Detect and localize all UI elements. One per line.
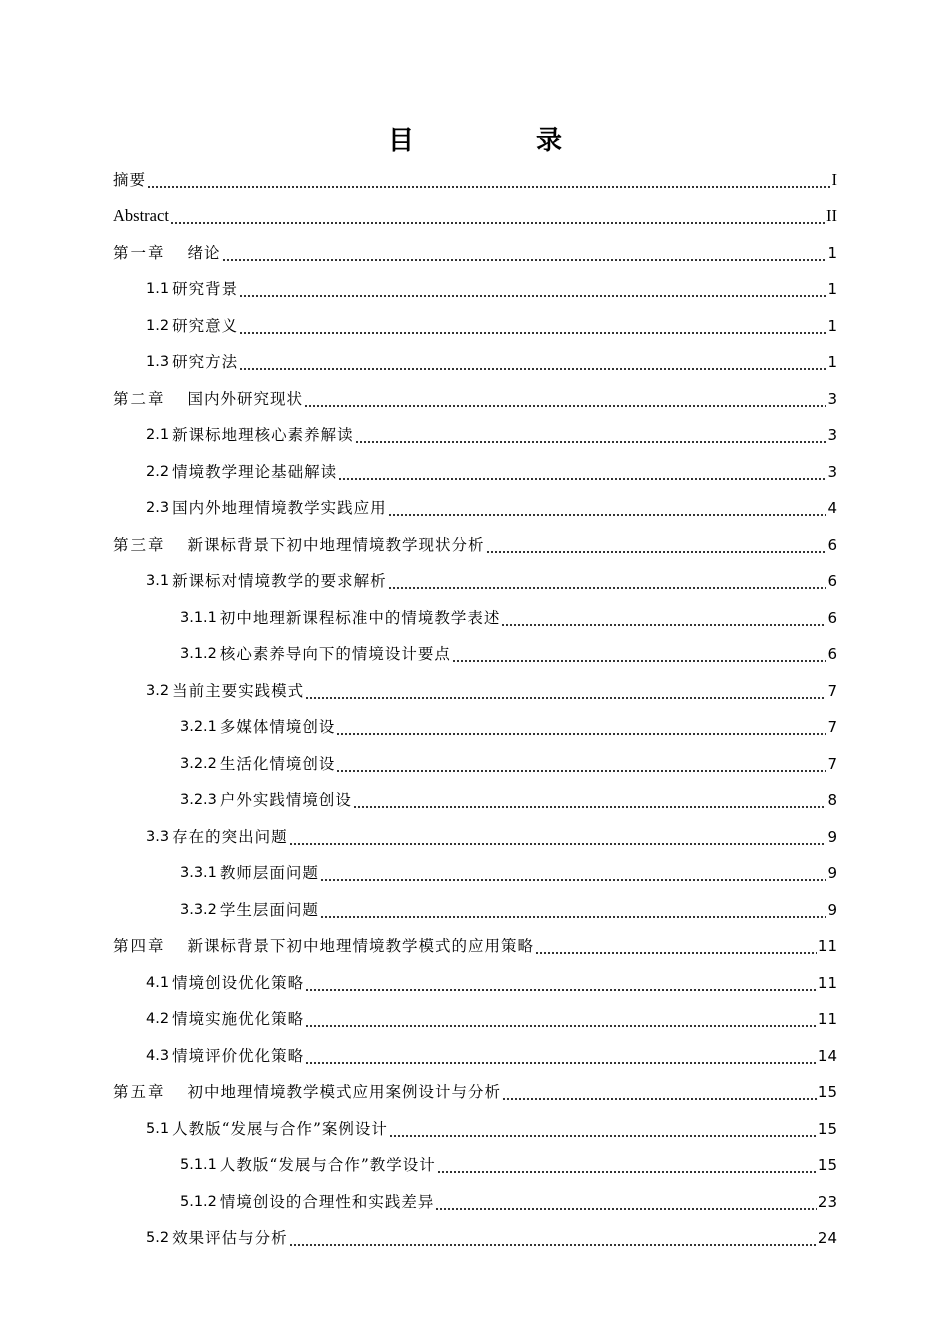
toc-entry-label: 研究背景 — [172, 280, 239, 298]
toc-entry-section[interactable] — [146, 567, 837, 591]
toc-entry-section[interactable] — [146, 312, 837, 336]
toc-entry-number: 4.1 — [146, 975, 170, 991]
toc-entry-page: 1 — [827, 280, 837, 298]
toc-entry-section[interactable] — [146, 458, 837, 482]
toc-entry-number: 1.3 — [146, 354, 170, 370]
toc-entry-label: 初中地理新课程标准中的情境教学表述 — [219, 609, 501, 627]
toc-entry-number: 3.1.1 — [180, 610, 217, 626]
toc-entry-number: 5.1.1 — [180, 1157, 217, 1173]
dot-leader — [501, 608, 826, 628]
toc-entry-chapter-2[interactable] — [113, 385, 837, 409]
dot-leader — [338, 462, 826, 482]
toc-entry-label: 核心素养导向下的情境设计要点 — [219, 645, 451, 663]
toc-entry-number: 3.3.1 — [180, 865, 217, 881]
toc-entry-page: 14 — [817, 1047, 837, 1065]
dot-leader — [355, 425, 827, 445]
toc-entry-label: 研究意义 — [172, 317, 239, 335]
dot-leader — [486, 535, 827, 555]
dot-leader — [289, 1228, 817, 1248]
toc-entry-section[interactable] — [146, 823, 837, 847]
toc-entry-page: 15 — [817, 1120, 837, 1138]
dot-leader — [304, 389, 826, 409]
toc-entry-label: Abstract — [113, 206, 169, 225]
toc-entry-label: 新课标背景下初中地理情境教学现状分析 — [187, 536, 485, 554]
toc-entry-number: 5.1 — [146, 1121, 170, 1137]
dot-leader — [353, 790, 827, 810]
dot-leader — [305, 1046, 817, 1066]
toc-entry-section[interactable] — [146, 348, 837, 372]
dot-leader — [452, 644, 827, 664]
toc-entry-page: 24 — [817, 1229, 837, 1247]
toc-entry-label: 绪论 — [187, 244, 221, 262]
toc-entry-section[interactable] — [146, 421, 837, 445]
toc-entry-page: 8 — [827, 791, 837, 809]
toc-entry-label: 多媒体情境创设 — [219, 718, 336, 736]
toc-entry-section[interactable] — [146, 275, 837, 299]
toc-entry-subsection[interactable] — [180, 896, 837, 920]
toc-entry-chapter: 第一章 — [113, 244, 166, 262]
toc-entry-label: 初中地理情境教学模式应用案例设计与分析 — [187, 1083, 502, 1101]
toc-entry-label: 情境教学理论基础解读 — [172, 463, 338, 481]
toc-entry-page: 9 — [827, 864, 837, 882]
toc-entry-label: 人教版“发展与合作”教学设计 — [219, 1156, 436, 1174]
toc-entry-page: 6 — [827, 536, 837, 554]
dot-leader — [239, 352, 826, 372]
toc-entry-label: 学生层面问题 — [219, 901, 319, 919]
toc-entry-label: 情境创设的合理性和实践差异 — [219, 1193, 435, 1211]
toc-entry-chapter: 第三章 — [113, 536, 166, 554]
toc-entry-label: 情境创设优化策略 — [172, 974, 305, 992]
toc-entry-subsection[interactable] — [180, 1151, 837, 1175]
toc-entry-number: 3.3 — [146, 829, 170, 845]
dot-leader — [535, 936, 817, 956]
toc-entry-subsection[interactable] — [180, 640, 837, 664]
toc-entry-label: 当前主要实践模式 — [172, 682, 305, 700]
toc-entry-page: 3 — [827, 463, 837, 481]
toc-entry-page: 3 — [827, 426, 837, 444]
toc-entry-page: 6 — [827, 572, 837, 590]
toc-entry-number: 1.1 — [146, 281, 170, 297]
toc-entry-page: II — [826, 206, 837, 225]
dot-leader — [222, 243, 827, 263]
toc-entry-label: 国内外地理情境教学实践应用 — [172, 499, 387, 517]
dot-leader — [305, 973, 817, 993]
dot-leader — [147, 170, 830, 190]
toc-entry-page: 11 — [817, 937, 837, 955]
toc-entry-label: 新课标地理核心素养解读 — [172, 426, 354, 444]
toc-entry-label: 效果评估与分析 — [172, 1229, 288, 1247]
toc-entry-label: 存在的突出问题 — [172, 828, 288, 846]
toc-entry-page: 15 — [817, 1156, 837, 1174]
toc-entry-number: 2.1 — [146, 427, 170, 443]
toc-entry-number: 4.3 — [146, 1048, 170, 1064]
toc-entry-page: 3 — [827, 390, 837, 408]
toc-entry-label: 生活化情境创设 — [219, 755, 336, 773]
toc-entry-number: 3.2.2 — [180, 756, 217, 772]
toc-entry-chapter-5[interactable] — [113, 1078, 837, 1102]
toc-entry-number: 3.1.2 — [180, 646, 217, 662]
toc-entry-label: 新课标对情境教学的要求解析 — [172, 572, 387, 590]
toc-entry-page: 11 — [817, 1010, 837, 1028]
toc-entry-number: 1.2 — [146, 318, 170, 334]
dot-leader — [336, 754, 826, 774]
dot-leader — [170, 206, 825, 226]
toc-entry-page: 1 — [827, 353, 837, 371]
toc-entry-number: 3.1 — [146, 573, 170, 589]
toc-entry-subsection[interactable] — [180, 604, 837, 628]
toc-entry-page: 7 — [827, 755, 837, 773]
dot-leader — [437, 1155, 817, 1175]
dot-leader — [289, 827, 827, 847]
toc-entry-number: 4.2 — [146, 1011, 170, 1027]
toc-entry-page: 23 — [817, 1193, 837, 1211]
toc-entry-number: 3.2.3 — [180, 792, 217, 808]
dot-leader — [388, 571, 827, 591]
toc-entry-chapter: 第四章 — [113, 937, 166, 955]
toc-entry-number: 2.3 — [146, 500, 170, 516]
toc-entry-section[interactable] — [146, 969, 837, 993]
toc-entry-label: 研究方法 — [172, 353, 239, 371]
toc-entry-section[interactable] — [146, 1005, 837, 1029]
toc-entry-number: 2.2 — [146, 464, 170, 480]
toc-entry-label: 国内外研究现状 — [187, 390, 304, 408]
toc-entry-section[interactable] — [146, 494, 837, 518]
toc-entry-abstract-en[interactable] — [113, 202, 837, 226]
dot-leader — [388, 498, 827, 518]
dot-leader — [336, 717, 826, 737]
toc-entry-number: 3.2.1 — [180, 719, 217, 735]
toc-entry-section[interactable] — [146, 1042, 837, 1066]
toc-entry-page: 6 — [827, 609, 837, 627]
toc-entry-subsection[interactable] — [180, 713, 837, 737]
toc-entry-chapter-3[interactable] — [113, 531, 837, 555]
toc-entry-number: 5.1.2 — [180, 1194, 217, 1210]
toc-entry-page: 11 — [817, 974, 837, 992]
toc-entry-abstract-cn[interactable] — [113, 166, 837, 190]
toc-entry-number: 3.2 — [146, 683, 170, 699]
toc-entry-label: 新课标背景下初中地理情境教学模式的应用策略 — [187, 937, 535, 955]
toc-entry-label: 人教版“发展与合作”案例设计 — [172, 1120, 388, 1138]
toc-entry-label: 户外实践情境创设 — [219, 791, 352, 809]
toc-entry-label: 摘要 — [113, 171, 147, 189]
toc-entry-page: 1 — [827, 317, 837, 335]
toc-entry-page: 6 — [827, 645, 837, 663]
toc-entry-chapter: 第二章 — [113, 390, 166, 408]
dot-leader — [502, 1082, 817, 1102]
dot-leader — [239, 279, 826, 299]
toc-entry-page: 1 — [827, 244, 837, 262]
dot-leader — [389, 1119, 817, 1139]
toc-entry-label: 情境实施优化策略 — [172, 1010, 305, 1028]
toc-entry-chapter: 第五章 — [113, 1083, 166, 1101]
toc-entry-subsection[interactable] — [180, 859, 837, 883]
dot-leader — [305, 681, 826, 701]
dot-leader — [239, 316, 826, 336]
toc-entry-section[interactable] — [146, 1115, 837, 1139]
dot-leader — [320, 863, 827, 883]
toc-entry-page: 9 — [827, 828, 837, 846]
toc-entry-page: 4 — [827, 499, 837, 517]
toc-entry-label: 情境评价优化策略 — [172, 1047, 305, 1065]
toc-entry-chapter-4[interactable] — [113, 932, 837, 956]
toc-entry-number: 3.3.2 — [180, 902, 217, 918]
dot-leader — [320, 900, 827, 920]
toc-entry-label: 教师层面问题 — [219, 864, 319, 882]
toc-entry-number: 5.2 — [146, 1230, 170, 1246]
dot-leader — [305, 1009, 817, 1029]
toc-entry-page: 7 — [827, 718, 837, 736]
toc-title: 目 录 — [387, 126, 610, 156]
toc-entry-subsection[interactable] — [180, 750, 837, 774]
toc-entry-page: I — [831, 170, 837, 189]
toc-entry-page: 9 — [827, 901, 837, 919]
toc-entry-page: 7 — [827, 682, 837, 700]
toc-entry-subsection[interactable] — [180, 786, 837, 810]
toc-entry-chapter-1[interactable] — [113, 239, 837, 263]
toc-entry-section[interactable] — [146, 677, 837, 701]
toc-entry-page: 15 — [817, 1083, 837, 1101]
toc-entry-section[interactable] — [146, 1224, 837, 1248]
toc-entry-subsection[interactable] — [180, 1188, 837, 1212]
dot-leader — [435, 1192, 816, 1212]
